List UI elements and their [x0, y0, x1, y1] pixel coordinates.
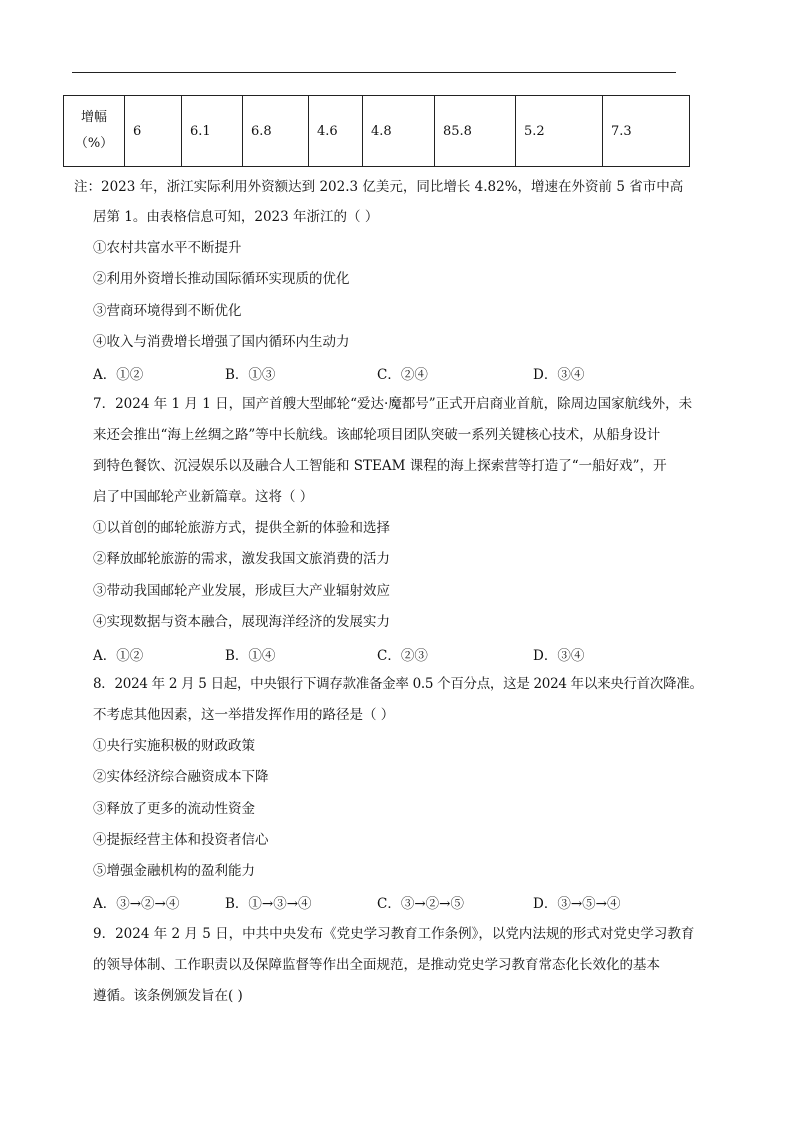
q7-stem-line3: 到特色餐饮、沉浸娱乐以及融合人工智能和 STEAM 课程的海上探索营等打造了“一船好戏”，开	[93, 458, 667, 474]
q7-option-4: ④实现数据与资本融合，展现海洋经济的发展实力	[93, 614, 390, 630]
header-label: 增幅	[80, 110, 107, 125]
choice-c[interactable]: C．②④	[377, 367, 428, 383]
q8-stem-line2: 不考虑其他因素，这一举措发挥作用的路径是（ ）	[93, 707, 395, 723]
q7-option-2: ②释放邮轮旅游的需求，激发我国文旅消费的活力	[93, 551, 390, 567]
choice-c[interactable]: C．③→②→⑤	[377, 896, 464, 912]
q6-note-line2: 居第 1。由表格信息可知，2023 年浙江的（ ）	[93, 209, 379, 225]
q7-stem-line2: 来还会推出“海上丝绸之路”等中长航线。该邮轮项目团队突破一系列关键核心技术，从船身设计	[93, 427, 661, 443]
choice-d[interactable]: D．③④	[533, 648, 585, 664]
q8-option-2: ②实体经济综合融资成本下降	[93, 769, 269, 785]
q8-option-1: ①央行实施积极的财政政策	[93, 738, 255, 754]
choice-b[interactable]: B．①③	[225, 367, 276, 383]
choice-a[interactable]: A．①②	[93, 367, 144, 383]
table-cell: 6.8	[243, 96, 309, 167]
q7-option-3: ③带动我国邮轮产业发展，形成巨大产业辐射效应	[93, 583, 390, 599]
table-cell: 5.2	[516, 96, 603, 167]
q8-stem-line1: 8．2024 年 2 月 5 日起，中央银行下调存款准备金率 0.5 个百分点，这是 2024 年以来央行首次降准。	[93, 676, 703, 692]
growth-table	[63, 95, 690, 167]
table-cell: 4.6	[309, 96, 363, 167]
q9-stem-line2: 的领导体制、工作职责以及保障监督等作出全面规范，是推动党史学习教育常态化长效化的基本	[93, 957, 660, 973]
q6-option-3: ③营商环境得到不断优化	[93, 303, 242, 319]
table-cell: 7.3	[603, 96, 690, 167]
choice-a[interactable]: A．③→②→④	[93, 896, 180, 912]
table-row	[64, 96, 690, 167]
choice-b[interactable]: B．①→③→④	[225, 896, 312, 912]
table-cell: 6	[125, 96, 182, 167]
table-header-cell	[64, 96, 125, 167]
choice-c[interactable]: C．②③	[377, 648, 428, 664]
q8-option-5: ⑤增强金融机构的盈利能力	[93, 863, 255, 879]
q6-option-1: ①农村共富水平不断提升	[93, 240, 242, 256]
choice-a[interactable]: A．①②	[93, 648, 144, 664]
choice-b[interactable]: B．①④	[225, 648, 276, 664]
q7-stem-line1: 7．2024 年 1 月 1 日，国产首艘大型邮轮“爱达·魔都号”正式开启商业首航，除周边国家航线外，未	[93, 396, 693, 412]
q6-option-2: ②利用外资增长推动国际循环实现质的优化	[93, 271, 350, 287]
table-cell: 85.8	[435, 96, 516, 167]
q9-stem-line3: 遵循。该条例颁发旨在( )	[93, 988, 243, 1004]
choice-d[interactable]: D．③→⑤→④	[533, 896, 621, 912]
header-rule	[72, 72, 676, 73]
table-cell: 4.8	[363, 96, 435, 167]
q7-stem-line4: 启了中国邮轮产业新篇章。这将（ ）	[93, 489, 314, 505]
q6-option-4: ④收入与消费增长增强了国内循环内生动力	[93, 334, 350, 350]
q8-option-4: ④提振经营主体和投资者信心	[93, 832, 269, 848]
q7-option-1: ①以首创的邮轮旅游方式，提供全新的体验和选择	[93, 520, 390, 536]
table-cell: 6.1	[182, 96, 243, 167]
q8-option-3: ③释放了更多的流动性资金	[93, 801, 255, 817]
header-unit: （%）	[74, 136, 114, 151]
q6-note-line1: 注：2023 年，浙江实际利用外资额达到 202.3 亿美元，同比增长 4.82%，增速在外资前 5 省市中高	[74, 179, 684, 195]
choice-d[interactable]: D．③④	[533, 367, 585, 383]
q9-stem-line1: 9．2024 年 2 月 5 日，中共中央发布《党史学习教育工作条例》，以党内法规的形式对党史学习教育	[93, 926, 695, 942]
